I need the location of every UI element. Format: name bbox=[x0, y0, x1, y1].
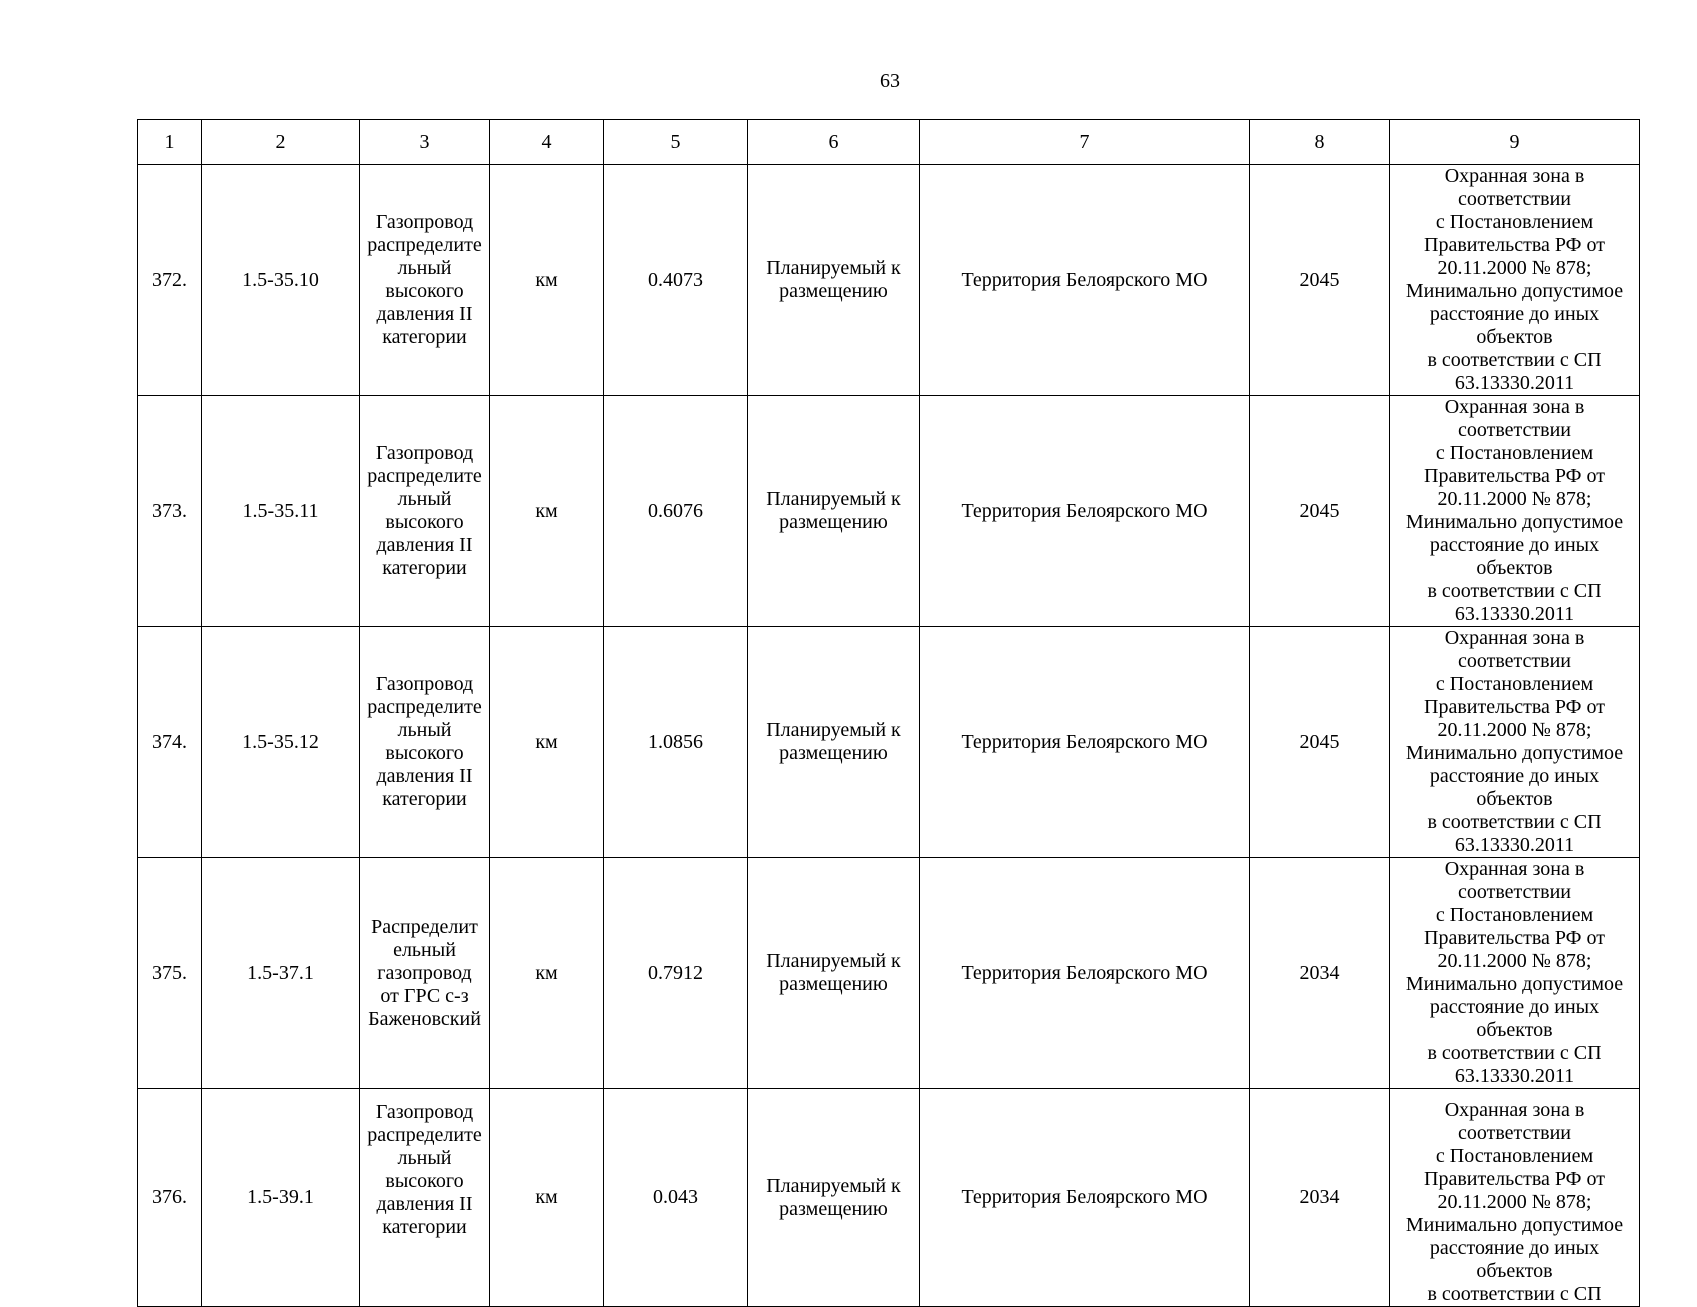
object-name: Газопровод распределите льный высокого давления II категории bbox=[360, 627, 490, 858]
column-header: 2 bbox=[202, 120, 360, 165]
column-header: 1 bbox=[138, 120, 202, 165]
table-row bbox=[138, 858, 1640, 1089]
value: 1.0856 bbox=[604, 627, 748, 858]
territory: Территория Белоярского МО bbox=[920, 627, 1250, 858]
object-name: Распределит ельный газопровод от ГРС с-з Баженовский bbox=[360, 858, 490, 1089]
territory: Территория Белоярского МО bbox=[920, 1089, 1250, 1307]
unit: км bbox=[490, 396, 604, 627]
unit: км bbox=[490, 165, 604, 396]
territory: Территория Белоярского МО bbox=[920, 396, 1250, 627]
year: 2045 bbox=[1250, 627, 1390, 858]
year: 2045 bbox=[1250, 165, 1390, 396]
value: 0.7912 bbox=[604, 858, 748, 1089]
status: Планируемый к размещению bbox=[748, 165, 920, 396]
column-header: 5 bbox=[604, 120, 748, 165]
object-code: 1.5-35.11 bbox=[202, 396, 360, 627]
note: Охранная зона в соответствии с Постановлением Правительства РФ от 20.11.2000 № 878; Минимально допустимое расстояние до иных объектов в соответствии с СП 63.13330.2011 bbox=[1390, 858, 1640, 1089]
note: Охранная зона в соответствии с Постановлением Правительства РФ от 20.11.2000 № 878; Минимально допустимое расстояние до иных объектов в соответствии с СП 63.13330.2011 bbox=[1390, 396, 1640, 627]
row-number: 372. bbox=[138, 165, 202, 396]
column-header: 7 bbox=[920, 120, 1250, 165]
status: Планируемый к размещению bbox=[748, 627, 920, 858]
unit: км bbox=[490, 1089, 604, 1307]
row-number: 376. bbox=[138, 1089, 202, 1307]
object-name: Газопровод распределите льный высокого давления II категории bbox=[360, 396, 490, 627]
territory: Территория Белоярского МО bbox=[920, 858, 1250, 1089]
unit: км bbox=[490, 627, 604, 858]
value: 0.6076 bbox=[604, 396, 748, 627]
row-number: 374. bbox=[138, 627, 202, 858]
column-header: 4 bbox=[490, 120, 604, 165]
note: Охранная зона в соответствии с Постановлением Правительства РФ от 20.11.2000 № 878; Минимально допустимое расстояние до иных объектов в соответствии с СП 63.13330.2011 bbox=[1390, 165, 1640, 396]
column-header: 6 bbox=[748, 120, 920, 165]
object-code: 1.5-35.12 bbox=[202, 627, 360, 858]
table-row bbox=[138, 396, 1640, 627]
table-row bbox=[138, 627, 1640, 858]
object-name: Газопровод распределите льный высокого давления II категории bbox=[360, 165, 490, 396]
object-code: 1.5-39.1 bbox=[202, 1089, 360, 1307]
object-code: 1.5-35.10 bbox=[202, 165, 360, 396]
value: 0.4073 bbox=[604, 165, 748, 396]
object-code: 1.5-37.1 bbox=[202, 858, 360, 1089]
object-name: Газопровод распределите льный высокого давления II категории bbox=[360, 1089, 490, 1307]
unit: км bbox=[490, 858, 604, 1089]
header-row bbox=[138, 120, 1640, 165]
year: 2034 bbox=[1250, 858, 1390, 1089]
value: 0.043 bbox=[604, 1089, 748, 1307]
note: Охранная зона в соответствии с Постановлением Правительства РФ от 20.11.2000 № 878; Минимально допустимое расстояние до иных объектов в соответствии с СП 63.13330.2011 bbox=[1390, 627, 1640, 858]
status: Планируемый к размещению bbox=[748, 858, 920, 1089]
status: Планируемый к размещению bbox=[748, 396, 920, 627]
row-number: 373. bbox=[138, 396, 202, 627]
year: 2045 bbox=[1250, 396, 1390, 627]
registry-table bbox=[137, 119, 1640, 1307]
status: Планируемый к размещению bbox=[748, 1089, 920, 1307]
table-row bbox=[138, 1089, 1640, 1307]
note: Охранная зона в соответствии с Постановлением Правительства РФ от 20.11.2000 № 878; Минимально допустимое расстояние до иных объектов в соответствии с СП bbox=[1390, 1089, 1640, 1307]
table-row bbox=[138, 165, 1640, 396]
column-header: 8 bbox=[1250, 120, 1390, 165]
column-header: 3 bbox=[360, 120, 490, 165]
year: 2034 bbox=[1250, 1089, 1390, 1307]
territory: Территория Белоярского МО bbox=[920, 165, 1250, 396]
row-number: 375. bbox=[138, 858, 202, 1089]
column-header: 9 bbox=[1390, 120, 1640, 165]
page-number: 63 bbox=[880, 70, 900, 92]
